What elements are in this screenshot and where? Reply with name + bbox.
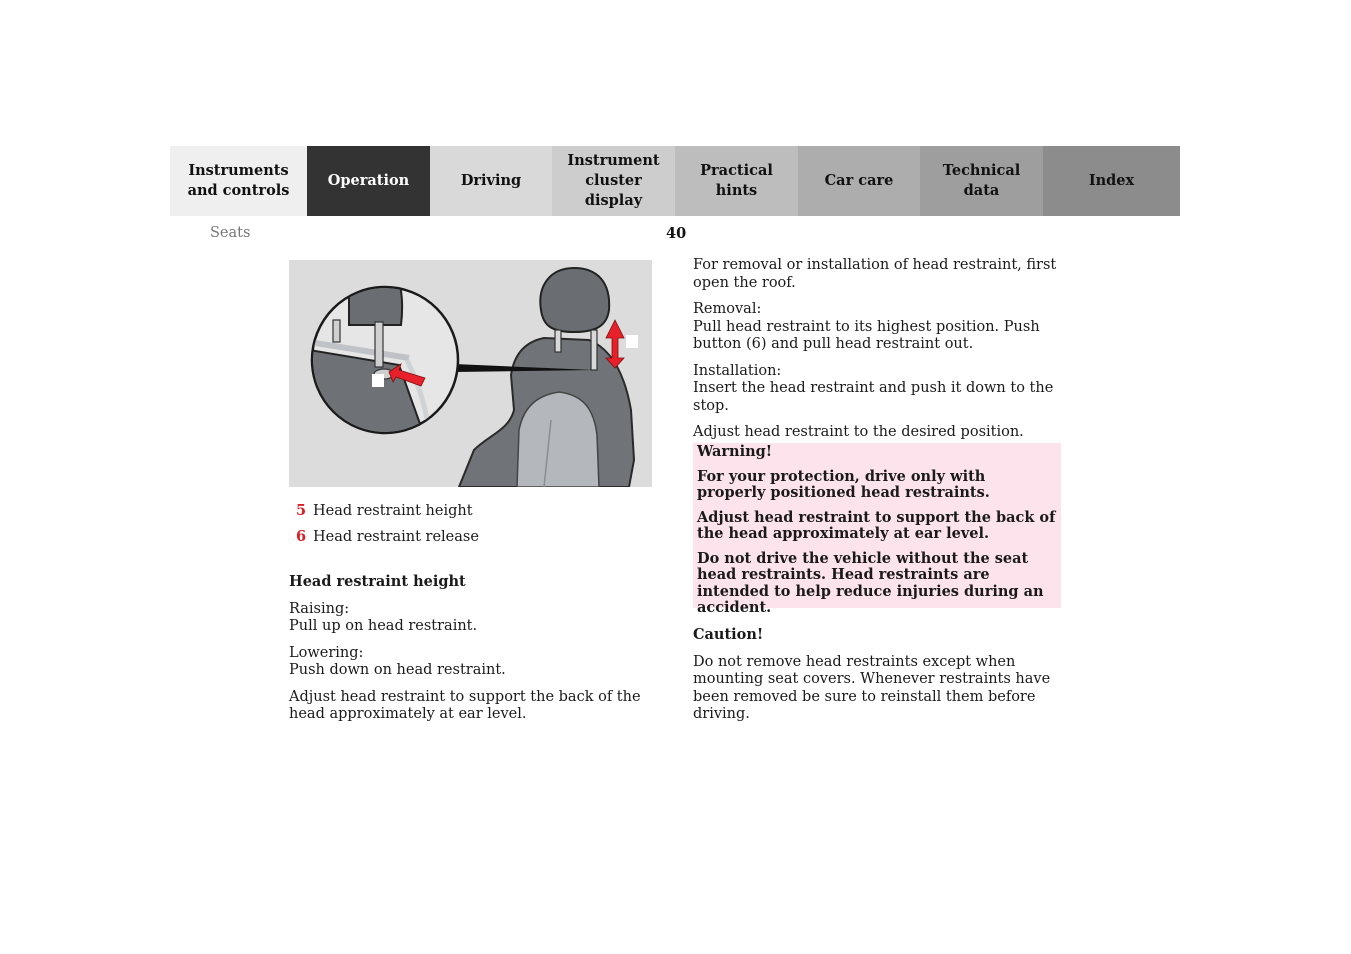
tab-car-care[interactable] bbox=[798, 146, 920, 216]
adjust-text: Adjust head restraint to support the back of the head approximately at ear level. bbox=[289, 688, 641, 722]
removal-text: Pull head restraint to its highest position. Push button (6) and pull head restraint out. bbox=[693, 318, 1040, 352]
warning-title: Warning! bbox=[697, 443, 773, 460]
tab-label: Practical hints bbox=[700, 162, 773, 199]
legend-text: Head restraint release bbox=[313, 529, 479, 545]
left-column bbox=[289, 573, 649, 724]
tab-label: Index bbox=[1088, 172, 1135, 189]
section-heading: Head restraint height bbox=[289, 573, 466, 590]
tab-practical-hints[interactable] bbox=[675, 146, 798, 216]
warning-box bbox=[693, 443, 1061, 616]
page-number: 40 bbox=[666, 225, 687, 242]
tab-operation[interactable] bbox=[307, 146, 430, 216]
warning-item: Do not drive the vehicle without the seat head restraints. Head restraints are intended to help reduce injuries during an accident. bbox=[697, 549, 1044, 616]
caution-title: Caution! bbox=[693, 626, 764, 643]
tab-instruments-and-controls[interactable] bbox=[170, 146, 307, 216]
tab-instrument-cluster-display[interactable] bbox=[552, 146, 675, 216]
tab-label: Instruments and controls bbox=[187, 162, 290, 199]
right-column bbox=[693, 257, 1063, 442]
lowering-text: Push down on head restraint. bbox=[289, 662, 506, 678]
installation-label: Installation: bbox=[693, 362, 782, 379]
chapter-navigation bbox=[170, 146, 1180, 216]
tab-label: Technical data bbox=[942, 162, 1021, 199]
tab-label: Driving bbox=[460, 172, 522, 189]
raising-text: Pull up on head restraint. bbox=[289, 618, 478, 634]
head-restraint-illustration bbox=[289, 260, 652, 487]
caution-block bbox=[693, 626, 1063, 724]
raising-label: Raising: bbox=[289, 600, 350, 617]
seat-drawing bbox=[289, 260, 652, 487]
lowering-label: Lowering: bbox=[289, 644, 364, 661]
caution-text: Do not remove head restraints except when mounting seat covers. Whenever restraints have been removed be sure to reinstall them before driving. bbox=[693, 653, 1051, 722]
legend-text: Head restraint height bbox=[313, 503, 473, 519]
adjust-position-text: Adjust head restraint to the desired position. bbox=[693, 424, 1024, 440]
tab-technical-data[interactable] bbox=[920, 146, 1043, 216]
legend-number: 5 bbox=[295, 502, 307, 519]
tab-index[interactable] bbox=[1043, 146, 1180, 216]
warning-item: For your protection, drive only with properly positioned head restraints. bbox=[697, 467, 990, 501]
tab-label: Car care bbox=[824, 172, 894, 189]
section-title: Seats bbox=[210, 225, 251, 241]
removal-label: Removal: bbox=[693, 301, 762, 317]
legend-number: 6 bbox=[295, 528, 307, 545]
figure-legend bbox=[289, 502, 479, 554]
legend-item bbox=[289, 528, 479, 554]
tab-label: Instrument cluster display bbox=[567, 152, 660, 209]
legend-item bbox=[289, 502, 479, 528]
tab-driving[interactable] bbox=[430, 146, 552, 216]
tab-label: Operation bbox=[327, 172, 410, 189]
warning-item: Adjust head restraint to support the back of the head approximately at ear level. bbox=[697, 508, 1056, 542]
installation-text: Insert the head restraint and push it down to the stop. bbox=[693, 380, 1054, 414]
intro-text: For removal or installation of head restraint, first open the roof. bbox=[693, 257, 1057, 291]
